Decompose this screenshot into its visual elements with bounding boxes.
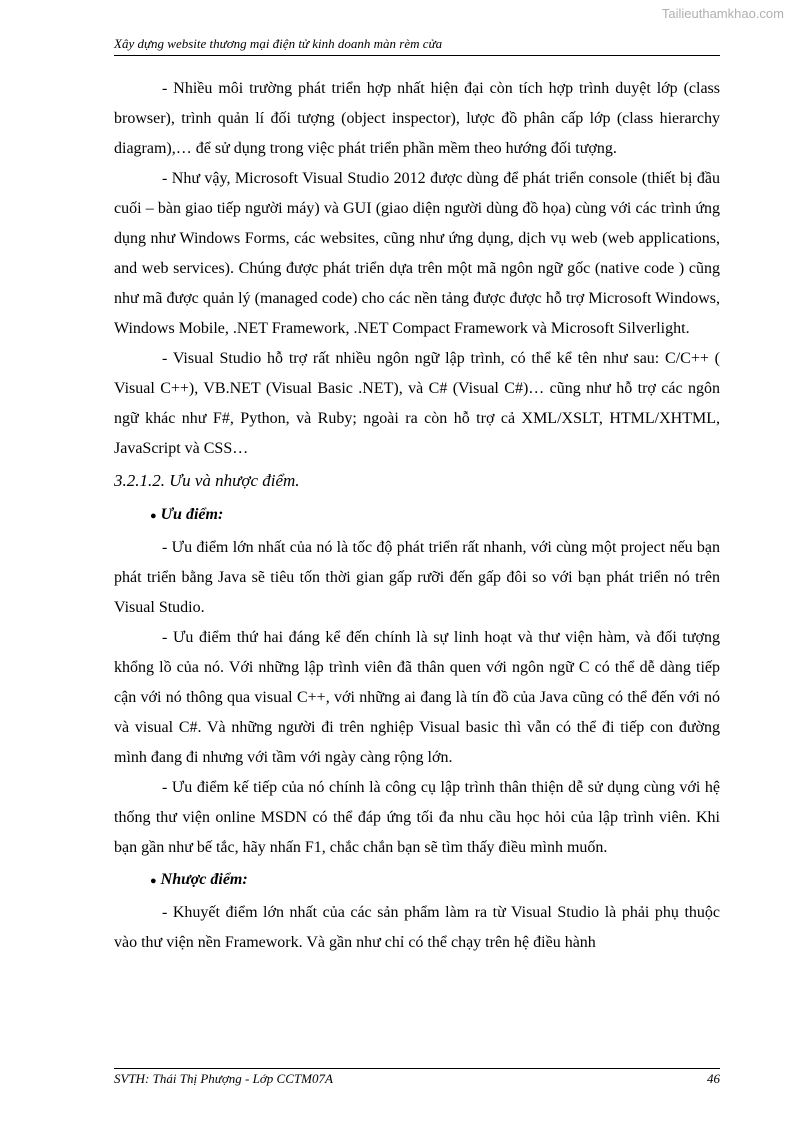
page-body — [114, 74, 720, 958]
page-footer — [114, 1068, 720, 1087]
paragraph: - Ưu điểm lớn nhất của nó là tốc độ phát triển rất nhanh, với cùng một project nếu bạn phát triển bằng Java sẽ tiêu tốn thời gian gấp rưỡi đến gấp đôi so với bạn phát triển nó trên Visual Studio. — [114, 539, 720, 616]
paragraph: - Như vậy, Microsoft Visual Studio 2012 được dùng để phát triển console (thiết bị đầu cuối – bàn giao tiếp người máy) và GUI (giao diện người dùng đồ họa) cùng với các trình ứng dụng như Windows Forms, các websites, cũng như ứng dụng, dịch vụ web (web applications, and web services). Chúng được phát triển dựa trên một mã ngôn ngữ gốc (native code ) cũng như mã được quản lý (managed code) cho các nền tảng được được hỗ trợ Microsoft Windows, Windows Mobile, .NET Framework, .NET Compact Framework và Microsoft Silverlight. — [114, 170, 720, 337]
page-number: 46 — [707, 1071, 720, 1086]
page-header — [114, 36, 720, 56]
disadvantages-heading — [150, 865, 720, 896]
section-heading: 3.2.1.2. Ưu và nhược điểm. — [114, 471, 300, 490]
paragraph: - Ưu điểm kế tiếp của nó chính là công cụ lập trình thân thiện dễ sử dụng cùng với hệ thống thư viện online MSDN có thể đáp ứng tối đa nhu cầu học hỏi của lập trình viên. Khi bạn gần như bế tắc, hãy nhấn F1, chắc chắn bạn sẽ tìm thấy điều mình muốn. — [114, 779, 720, 856]
bullet-icon: ● — [150, 510, 157, 522]
paragraph: - Khuyết điểm lớn nhất của các sản phẩm làm ra từ Visual Studio là phải phụ thuộc vào thư viện nền Framework. Và gần như chỉ có thể chạy trên hệ điều hành — [114, 904, 720, 951]
bullet-icon: ● — [150, 875, 157, 887]
watermark: Tailieuthamkhao.com — [661, 6, 784, 21]
paragraph: - Visual Studio hỗ trợ rất nhiều ngôn ngữ lập trình, có thể kể tên như sau: C/C++ ( Visual C++), VB.NET (Visual Basic .NET), và C# (Visual C#)… cũng như hỗ trợ các ngôn ngữ khác như F#, Python, và Ruby; ngoài ra còn hỗ trợ cả XML/XSLT, HTML/XHTML, JavaScript và CSS… — [114, 350, 720, 457]
disadvantages-label: Nhược điểm: — [160, 871, 248, 888]
paragraph: - Nhiều môi trường phát triển hợp nhất hiện đại còn tích hợp trình duyệt lớp (class browser), trình quản lí đối tượng (object inspector), lược đồ phân cấp lớp (class hierarchy diagram),… để sử dụng trong việc phát triển phần mềm theo hướng đối tượng. — [114, 80, 720, 157]
advantages-label: Ưu điểm: — [160, 506, 224, 523]
header-title: Xây dựng website thương mại điện tử kinh doanh màn rèm cửa — [114, 36, 443, 51]
footer-author: SVTH: Thái Thị Phượng - Lớp CCTM07A — [114, 1071, 333, 1086]
paragraph: - Ưu điểm thứ hai đáng kể đến chính là sự linh hoạt và thư viện hàm, và đối tượng khổng lồ của nó. Với những lập trình viên đã thân quen với ngôn ngữ C có thể dễ dàng tiếp cận với nó thông qua visual C++, với những ai đang là tín đồ của Java cũng có thể đến với nó và visual C#. Và những người đi trên nghiệp Visual basic thì vẫn có thể đi tiếp con đường mình đang đi nhưng với tầm với ngày càng rộng lớn. — [114, 629, 720, 766]
advantages-heading — [150, 500, 720, 531]
